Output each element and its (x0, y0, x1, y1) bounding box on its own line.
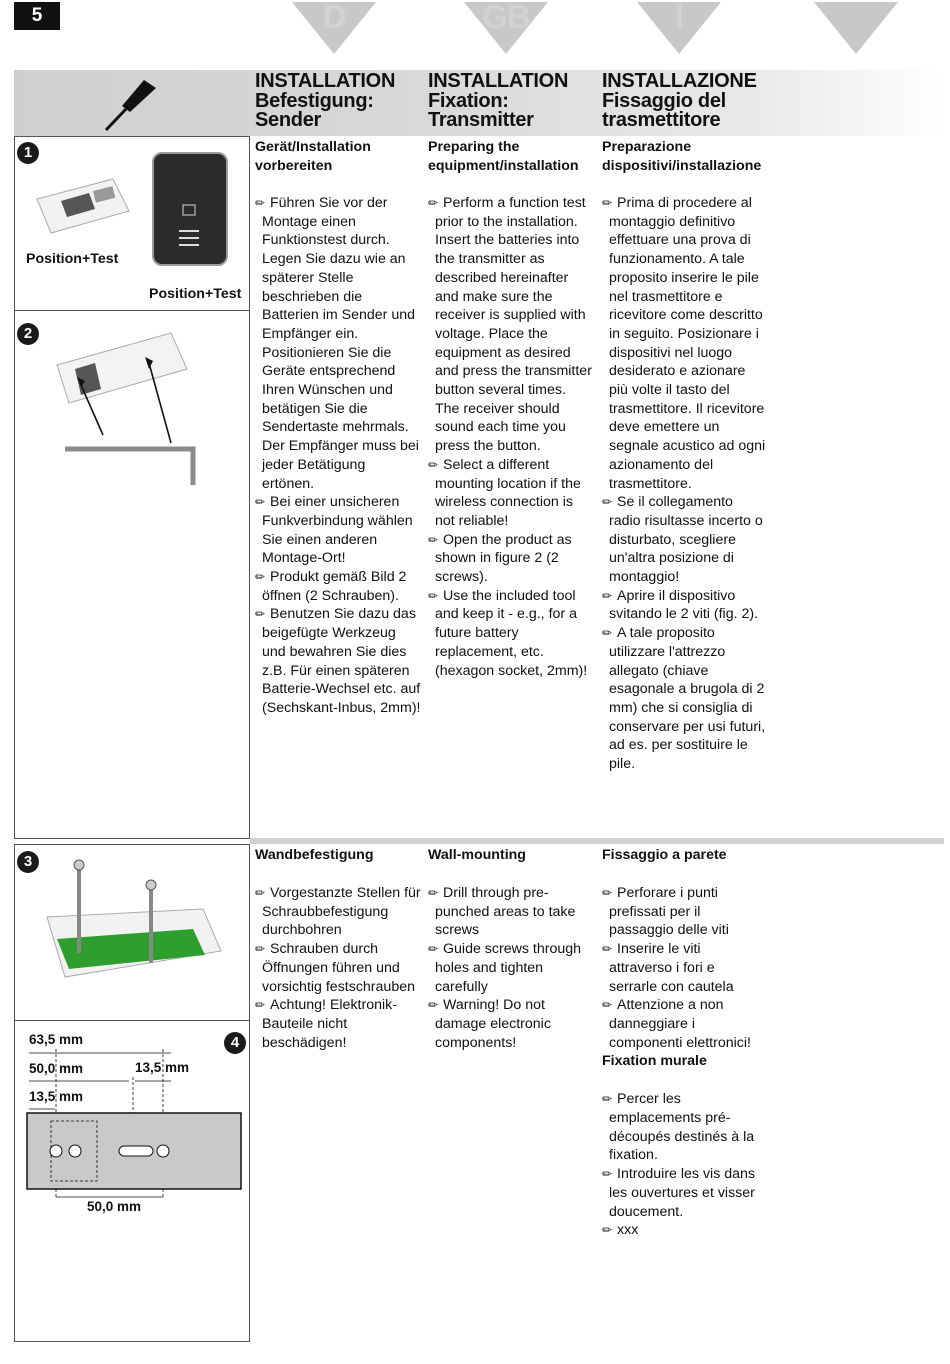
pencil-icon: ✏ (602, 495, 613, 510)
column-de-prep-heading-1: Gerät/Installation (255, 139, 371, 155)
column-it-title: INSTALLAZIONE (602, 70, 757, 92)
lang-tab-blank (814, 2, 898, 54)
dimension-50-0-bottom: 50,0 mm (87, 1199, 142, 1214)
dimension-13-5-right: 13,5 mm (135, 1060, 190, 1075)
figure-number-3: 3 (17, 851, 39, 873)
column-gb-title: INSTALLATION (428, 70, 569, 92)
column-it-prep (602, 138, 766, 774)
pencil-icon: ✏ (428, 942, 439, 957)
column-gb-prep-heading-1: Preparing the (428, 139, 520, 155)
column-de-wall-item: ✏ Schrauben durch Öffnungen führen und vorsichtig festschrauben (255, 941, 415, 995)
column-de-prep-item: ✏ Führen Sie vor der Montage einen Funktionstest durch. Legen Sie dazu wie an späterer Stelle beschrieben die Batterien im Sender und Empfänger ein. Positionieren Sie die Geräte entsprechend Ihren Wünschen und betätigen Sie die Sendertaste mehrmals. Der Empfänger muss bei jeder Betätigung ertönen. (255, 195, 419, 492)
pencil-icon: ✏ (255, 570, 266, 585)
column-gb-subtitle-2: Transmitter (428, 109, 534, 131)
column-gb-wall-item: ✏ Warning! Do not damage electronic components! (428, 997, 551, 1051)
pencil-icon: ✏ (428, 457, 439, 472)
wall-mounting-illustration (43, 859, 233, 1009)
pencil-icon: ✏ (428, 588, 439, 603)
column-gb-header (428, 71, 596, 130)
pencil-icon: ✏ (602, 942, 613, 957)
column-de-prep-item: ✏ Benutzen Sie dazu das beigefügte Werkzeug und bewahren Sie dies z.B. Für einen späteren Batterie-Wechsel etc. auf (Sechskant-Inbus, 2mm)! (255, 606, 421, 716)
column-it-header (602, 71, 772, 130)
lang-tab-it (637, 2, 721, 54)
figure-2-box (14, 310, 250, 839)
column-gb-prep-heading-2: equipment/installation (428, 158, 579, 174)
column-de-title: INSTALLATION (255, 70, 396, 92)
figure-1-box (14, 136, 250, 312)
column-fr-wall-item: ✏ Introduire les vis dans les ouvertures et visser doucement. (602, 1166, 756, 1220)
column-gb-prep-item: ✏ Open the product as shown in figure 2 (2 screws). (428, 531, 572, 586)
column-de-wall (255, 846, 421, 1052)
column-de-header (255, 71, 423, 130)
section-separator (250, 838, 944, 844)
column-de-prep-item: ✏ Produkt gemäß Bild 2 öffnen (2 Schrauben). (255, 569, 407, 604)
column-gb-wall-heading: Wall-mounting (428, 847, 526, 863)
column-de-prep-item: ✏ Bei einer unsicheren Funkverbindung wählen Sie einen anderen Montage-Ort! (255, 494, 413, 567)
column-it-subtitle-2: trasmettitore (602, 109, 721, 131)
pencil-icon: ✏ (602, 998, 613, 1013)
column-de-subtitle-1: Befestigung: (255, 90, 374, 112)
position-test-label-left: Position+Test (26, 251, 119, 267)
column-it-prep-item: ✏ Prima di procedere al montaggio definitivo effettuare una prova di funzionamento. A tale proposito inserire le pile nel trasmettitore e ricevitore come descritto in seguito. Posizionare i dispositivi nel luogo desiderato e azionare più volte il tasto del trasmettitore. Il ricevitore deve emettere un segnale acustico ad ogni azionamento del trasmettitore. (602, 195, 766, 492)
dimension-13-5-left: 13,5 mm (29, 1089, 84, 1104)
pencil-icon: ✏ (602, 196, 613, 210)
opening-screws-illustration (51, 325, 237, 491)
column-it-prep-item: ✏ A tale proposito utilizzare l'attrezzo allegato (chiave esagonale a brugola di 2 mm) che si consiglia di conservare per usi futuri, ad es. per sostituire le pile. (602, 625, 766, 773)
pencil-icon: ✏ (602, 886, 613, 900)
pencil-icon: ✏ (255, 607, 266, 622)
column-it-prep-heading-1: Preparazione (602, 139, 692, 155)
column-gb-wall-item: ✏ Guide screws through holes and tighten carefully (428, 941, 582, 995)
column-gb-wall (428, 846, 594, 1052)
column-it-wall-item: ✏ Inserire le viti attraverso i fori e serrarle con cautela (602, 941, 734, 995)
transmitter-front-illustration (151, 151, 231, 269)
column-gb-prep-item: ✏ Use the included tool and keep it - e.g., for a future battery replacement, etc. (hexagon socket, 2mm)! (428, 587, 588, 679)
transmitter-open-illustration (31, 171, 131, 241)
dimension-drawing (15, 1021, 249, 1321)
figure-3-box (14, 844, 250, 1022)
pencil-icon: ✏ (428, 532, 439, 547)
column-gb-wall-item: ✏ Drill through pre-punched areas to take screws (428, 885, 576, 939)
pencil-icon: ✏ (602, 1223, 613, 1238)
figure-4-box (14, 1020, 250, 1342)
column-de-subtitle-2: Sender (255, 109, 322, 131)
figure-number-4: 4 (224, 1032, 246, 1054)
pencil-icon: ✏ (255, 942, 266, 957)
pencil-icon: ✏ (428, 196, 439, 210)
column-it-wall (602, 846, 766, 1240)
column-gb-prep (428, 138, 594, 680)
pencil-icon: ✏ (428, 886, 439, 900)
pencil-icon: ✏ (428, 998, 439, 1013)
column-it-wall-heading: Fissaggio a parete (602, 847, 727, 863)
column-gb-prep-item: ✏ Perform a function test prior to the installation. Insert the batteries into the transmitter as described hereinafter and make sure the receiver is supplied with voltage. Place the equipment as desired and press the transmitter button several times. The receiver should sound each time you press the button. (428, 195, 592, 455)
column-it-prep-heading-2: dispositivi/installazione (602, 158, 762, 174)
lang-label-de: D (322, 0, 346, 35)
pencil-icon: ✏ (255, 196, 266, 210)
column-fr-wall-heading: Fixation murale (602, 1053, 707, 1070)
column-de-wall-item: ✏ Vorgestanzte Stellen für Schraubbefestigung durchbohren (255, 885, 421, 939)
column-it-wall-item: ✏ Attenzione a non danneggiare i componenti elettronici! (602, 997, 751, 1051)
lang-tab-gb (464, 2, 548, 54)
dimension-50-0-top: 50,0 mm (29, 1061, 84, 1076)
column-it-prep-item: ✏ Se il collegamento radio risultasse incerto o disturbato, scegliere un'altra posizione di montaggio! (602, 494, 763, 586)
column-fr-wall-item: ✏ xxx (602, 1222, 639, 1239)
column-gb-subtitle-1: Fixation: (428, 90, 509, 112)
column-gb-prep-item: ✏ Select a different mounting location if the wireless connection is not reliable! (428, 456, 581, 529)
column-it-prep-item: ✏ Aprire il dispositivo svitando le 2 viti (fig. 2). (602, 587, 759, 623)
position-test-label-right: Position+Test (149, 286, 242, 302)
pencil-icon: ✏ (602, 588, 613, 603)
page-number: 5 (14, 2, 60, 30)
dimension-63-5: 63,5 mm (29, 1032, 84, 1047)
pencil-icon: ✏ (602, 1167, 613, 1182)
column-de-wall-item: ✏ Achtung! Elektronik-Bauteile nicht beschädigen! (255, 997, 397, 1051)
lang-label-it: I (674, 0, 684, 35)
column-de-prep-heading-2: vorbereiten (255, 158, 333, 174)
figure-number-2: 2 (17, 323, 39, 345)
column-fr-wall-item: ✏ Percer les emplacements pré-découpés destinés à la fixation. (602, 1091, 755, 1164)
lang-label-gb: GB (482, 0, 530, 35)
column-it-wall-item: ✏ Perforare i punti prefissati per il passaggio delle viti (602, 885, 729, 939)
pencil-icon: ✏ (602, 626, 613, 641)
pencil-icon: ✏ (255, 998, 266, 1013)
pencil-icon: ✏ (255, 495, 266, 510)
figure-number-1: 1 (17, 142, 39, 164)
pencil-icon: ✏ (255, 886, 266, 900)
column-de-wall-heading: Wandbefestigung (255, 847, 374, 863)
column-it-subtitle-1: Fissaggio del (602, 90, 726, 112)
lang-tab-de (292, 2, 376, 54)
pencil-icon: ✏ (602, 1092, 613, 1107)
screwdriver-icon (100, 74, 162, 134)
column-de-prep (255, 138, 421, 718)
